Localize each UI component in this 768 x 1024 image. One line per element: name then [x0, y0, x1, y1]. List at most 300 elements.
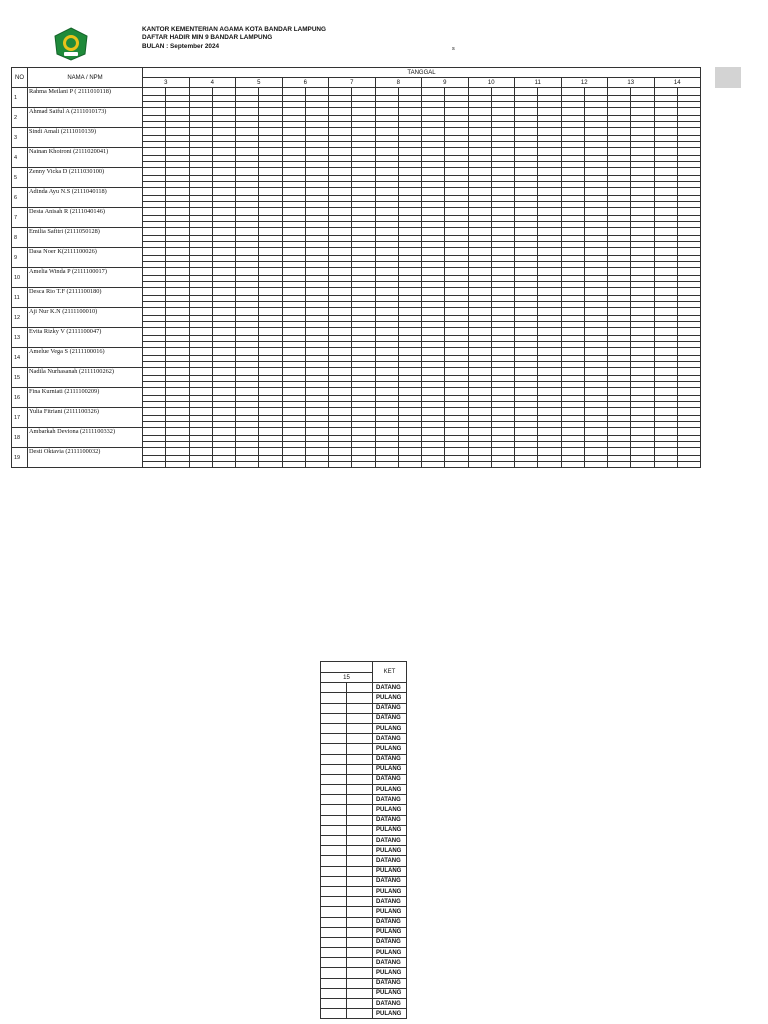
attendance-cell[interactable] — [468, 462, 491, 468]
attendance-cell[interactable] — [515, 148, 538, 156]
attendance-cell[interactable] — [584, 288, 607, 296]
attendance-cell[interactable] — [677, 128, 700, 136]
attendance-cell[interactable] — [468, 88, 491, 96]
attendance-cell[interactable] — [468, 168, 491, 176]
ket-cell[interactable] — [321, 886, 347, 896]
attendance-cell[interactable] — [352, 108, 375, 116]
attendance-cell[interactable] — [352, 408, 375, 416]
attendance-cell[interactable] — [677, 268, 700, 276]
attendance-cell[interactable] — [212, 462, 235, 468]
attendance-cell[interactable] — [468, 108, 491, 116]
attendance-cell[interactable] — [422, 88, 445, 96]
attendance-cell[interactable] — [189, 148, 212, 156]
attendance-cell[interactable] — [468, 208, 491, 216]
attendance-cell[interactable] — [166, 462, 189, 468]
attendance-cell[interactable] — [282, 462, 305, 468]
attendance-cell[interactable] — [329, 268, 352, 276]
attendance-cell[interactable] — [259, 268, 282, 276]
attendance-cell[interactable] — [329, 308, 352, 316]
attendance-cell[interactable] — [491, 188, 514, 196]
ket-cell[interactable] — [347, 723, 373, 733]
attendance-cell[interactable] — [561, 428, 584, 436]
attendance-cell[interactable] — [515, 348, 538, 356]
attendance-cell[interactable] — [631, 168, 654, 176]
attendance-cell[interactable] — [305, 88, 328, 96]
attendance-cell[interactable] — [491, 88, 514, 96]
attendance-cell[interactable] — [236, 108, 259, 116]
attendance-cell[interactable] — [445, 108, 468, 116]
attendance-cell[interactable] — [654, 368, 677, 376]
attendance-cell[interactable] — [189, 108, 212, 116]
attendance-cell[interactable] — [189, 448, 212, 456]
attendance-cell[interactable] — [445, 148, 468, 156]
attendance-cell[interactable] — [143, 148, 166, 156]
attendance-cell[interactable] — [515, 328, 538, 336]
attendance-cell[interactable] — [166, 188, 189, 196]
attendance-cell[interactable] — [375, 348, 398, 356]
attendance-cell[interactable] — [654, 448, 677, 456]
ket-cell[interactable] — [321, 723, 347, 733]
attendance-cell[interactable] — [631, 328, 654, 336]
attendance-cell[interactable] — [305, 188, 328, 196]
attendance-cell[interactable] — [375, 108, 398, 116]
attendance-cell[interactable] — [189, 168, 212, 176]
ket-cell[interactable] — [321, 907, 347, 917]
attendance-cell[interactable] — [305, 248, 328, 256]
attendance-cell[interactable] — [398, 208, 421, 216]
ket-cell[interactable] — [321, 744, 347, 754]
attendance-cell[interactable] — [259, 248, 282, 256]
attendance-cell[interactable] — [305, 388, 328, 396]
attendance-cell[interactable] — [282, 428, 305, 436]
attendance-cell[interactable] — [445, 228, 468, 236]
ket-cell[interactable] — [347, 785, 373, 795]
ket-cell[interactable] — [347, 764, 373, 774]
attendance-cell[interactable] — [212, 388, 235, 396]
attendance-cell[interactable] — [329, 148, 352, 156]
attendance-cell[interactable] — [329, 108, 352, 116]
ket-cell[interactable] — [321, 764, 347, 774]
attendance-cell[interactable] — [608, 168, 631, 176]
ket-cell[interactable] — [347, 815, 373, 825]
attendance-cell[interactable] — [677, 188, 700, 196]
attendance-cell[interactable] — [398, 108, 421, 116]
ket-cell[interactable] — [347, 734, 373, 744]
attendance-cell[interactable] — [608, 348, 631, 356]
attendance-cell[interactable] — [468, 188, 491, 196]
ket-cell[interactable] — [347, 683, 373, 693]
attendance-cell[interactable] — [631, 388, 654, 396]
attendance-cell[interactable] — [515, 408, 538, 416]
attendance-cell[interactable] — [561, 128, 584, 136]
attendance-cell[interactable] — [329, 88, 352, 96]
attendance-cell[interactable] — [561, 148, 584, 156]
attendance-cell[interactable] — [445, 88, 468, 96]
attendance-cell[interactable] — [259, 188, 282, 196]
attendance-cell[interactable] — [282, 228, 305, 236]
attendance-cell[interactable] — [445, 388, 468, 396]
attendance-cell[interactable] — [189, 388, 212, 396]
attendance-cell[interactable] — [608, 388, 631, 396]
attendance-cell[interactable] — [608, 462, 631, 468]
attendance-cell[interactable] — [352, 348, 375, 356]
attendance-cell[interactable] — [166, 128, 189, 136]
attendance-cell[interactable] — [584, 462, 607, 468]
attendance-cell[interactable] — [259, 408, 282, 416]
attendance-cell[interactable] — [189, 188, 212, 196]
attendance-cell[interactable] — [259, 348, 282, 356]
attendance-cell[interactable] — [515, 88, 538, 96]
attendance-cell[interactable] — [584, 348, 607, 356]
attendance-cell[interactable] — [561, 328, 584, 336]
ket-cell[interactable] — [321, 795, 347, 805]
attendance-cell[interactable] — [166, 248, 189, 256]
attendance-cell[interactable] — [375, 228, 398, 236]
attendance-cell[interactable] — [491, 348, 514, 356]
attendance-cell[interactable] — [677, 208, 700, 216]
attendance-cell[interactable] — [166, 448, 189, 456]
attendance-cell[interactable] — [584, 308, 607, 316]
attendance-cell[interactable] — [143, 462, 166, 468]
attendance-cell[interactable] — [515, 128, 538, 136]
attendance-cell[interactable] — [236, 248, 259, 256]
attendance-cell[interactable] — [608, 148, 631, 156]
attendance-cell[interactable] — [608, 228, 631, 236]
attendance-cell[interactable] — [561, 388, 584, 396]
attendance-cell[interactable] — [305, 368, 328, 376]
attendance-cell[interactable] — [631, 368, 654, 376]
ket-cell[interactable] — [347, 805, 373, 815]
attendance-cell[interactable] — [212, 248, 235, 256]
attendance-cell[interactable] — [236, 208, 259, 216]
attendance-cell[interactable] — [212, 448, 235, 456]
attendance-cell[interactable] — [375, 448, 398, 456]
attendance-cell[interactable] — [143, 328, 166, 336]
attendance-cell[interactable] — [631, 448, 654, 456]
ket-cell[interactable] — [347, 1009, 373, 1019]
attendance-cell[interactable] — [538, 462, 561, 468]
attendance-cell[interactable] — [468, 228, 491, 236]
attendance-cell[interactable] — [631, 308, 654, 316]
attendance-cell[interactable] — [538, 388, 561, 396]
attendance-cell[interactable] — [375, 328, 398, 336]
attendance-cell[interactable] — [282, 388, 305, 396]
attendance-cell[interactable] — [654, 328, 677, 336]
attendance-cell[interactable] — [491, 388, 514, 396]
attendance-cell[interactable] — [143, 288, 166, 296]
attendance-cell[interactable] — [166, 408, 189, 416]
attendance-cell[interactable] — [631, 88, 654, 96]
attendance-cell[interactable] — [491, 228, 514, 236]
attendance-cell[interactable] — [468, 388, 491, 396]
ket-cell[interactable] — [321, 958, 347, 968]
attendance-cell[interactable] — [584, 148, 607, 156]
attendance-cell[interactable] — [538, 448, 561, 456]
attendance-cell[interactable] — [189, 368, 212, 376]
ket-cell[interactable] — [321, 897, 347, 907]
attendance-cell[interactable] — [654, 108, 677, 116]
attendance-cell[interactable] — [468, 428, 491, 436]
attendance-cell[interactable] — [608, 208, 631, 216]
attendance-cell[interactable] — [584, 388, 607, 396]
attendance-cell[interactable] — [445, 368, 468, 376]
attendance-cell[interactable] — [677, 308, 700, 316]
attendance-cell[interactable] — [422, 208, 445, 216]
attendance-cell[interactable] — [305, 328, 328, 336]
attendance-cell[interactable] — [166, 348, 189, 356]
ket-cell[interactable] — [347, 825, 373, 835]
attendance-cell[interactable] — [166, 368, 189, 376]
attendance-cell[interactable] — [677, 428, 700, 436]
attendance-cell[interactable] — [561, 308, 584, 316]
attendance-cell[interactable] — [282, 148, 305, 156]
attendance-cell[interactable] — [398, 148, 421, 156]
attendance-cell[interactable] — [608, 128, 631, 136]
attendance-cell[interactable] — [282, 108, 305, 116]
attendance-cell[interactable] — [398, 368, 421, 376]
attendance-cell[interactable] — [189, 428, 212, 436]
attendance-cell[interactable] — [584, 128, 607, 136]
attendance-cell[interactable] — [236, 348, 259, 356]
attendance-cell[interactable] — [515, 208, 538, 216]
attendance-cell[interactable] — [422, 448, 445, 456]
ket-cell[interactable] — [347, 999, 373, 1009]
attendance-cell[interactable] — [329, 462, 352, 468]
attendance-cell[interactable] — [212, 408, 235, 416]
attendance-cell[interactable] — [538, 288, 561, 296]
attendance-cell[interactable] — [422, 228, 445, 236]
attendance-cell[interactable] — [282, 328, 305, 336]
attendance-cell[interactable] — [212, 128, 235, 136]
attendance-cell[interactable] — [305, 128, 328, 136]
attendance-cell[interactable] — [561, 208, 584, 216]
ket-cell[interactable] — [321, 937, 347, 947]
attendance-cell[interactable] — [445, 248, 468, 256]
attendance-cell[interactable] — [189, 248, 212, 256]
attendance-cell[interactable] — [677, 148, 700, 156]
attendance-cell[interactable] — [468, 448, 491, 456]
attendance-cell[interactable] — [166, 108, 189, 116]
attendance-cell[interactable] — [398, 462, 421, 468]
attendance-cell[interactable] — [282, 188, 305, 196]
attendance-cell[interactable] — [236, 328, 259, 336]
attendance-cell[interactable] — [282, 368, 305, 376]
attendance-cell[interactable] — [282, 168, 305, 176]
attendance-cell[interactable] — [398, 308, 421, 316]
ket-cell[interactable] — [321, 754, 347, 764]
attendance-cell[interactable] — [143, 448, 166, 456]
attendance-cell[interactable] — [654, 288, 677, 296]
attendance-cell[interactable] — [491, 328, 514, 336]
attendance-cell[interactable] — [515, 268, 538, 276]
attendance-cell[interactable] — [166, 428, 189, 436]
attendance-cell[interactable] — [189, 308, 212, 316]
attendance-cell[interactable] — [561, 248, 584, 256]
attendance-cell[interactable] — [608, 308, 631, 316]
attendance-cell[interactable] — [259, 88, 282, 96]
attendance-cell[interactable] — [352, 368, 375, 376]
attendance-cell[interactable] — [259, 448, 282, 456]
attendance-cell[interactable] — [677, 288, 700, 296]
ket-cell[interactable] — [321, 876, 347, 886]
attendance-cell[interactable] — [143, 388, 166, 396]
attendance-cell[interactable] — [561, 88, 584, 96]
attendance-cell[interactable] — [584, 88, 607, 96]
ket-cell[interactable] — [321, 815, 347, 825]
attendance-cell[interactable] — [445, 428, 468, 436]
attendance-cell[interactable] — [212, 288, 235, 296]
attendance-cell[interactable] — [143, 128, 166, 136]
attendance-cell[interactable] — [422, 108, 445, 116]
attendance-cell[interactable] — [468, 308, 491, 316]
attendance-cell[interactable] — [561, 288, 584, 296]
attendance-cell[interactable] — [538, 168, 561, 176]
attendance-cell[interactable] — [677, 228, 700, 236]
attendance-cell[interactable] — [538, 328, 561, 336]
attendance-cell[interactable] — [608, 88, 631, 96]
attendance-cell[interactable] — [445, 128, 468, 136]
attendance-cell[interactable] — [654, 388, 677, 396]
attendance-cell[interactable] — [282, 128, 305, 136]
ket-cell[interactable] — [347, 713, 373, 723]
attendance-cell[interactable] — [329, 408, 352, 416]
attendance-cell[interactable] — [236, 188, 259, 196]
attendance-cell[interactable] — [631, 268, 654, 276]
ket-cell[interactable] — [321, 978, 347, 988]
attendance-cell[interactable] — [189, 408, 212, 416]
attendance-cell[interactable] — [631, 348, 654, 356]
attendance-cell[interactable] — [538, 348, 561, 356]
attendance-cell[interactable] — [584, 188, 607, 196]
attendance-cell[interactable] — [445, 308, 468, 316]
attendance-cell[interactable] — [538, 128, 561, 136]
attendance-cell[interactable] — [352, 188, 375, 196]
attendance-cell[interactable] — [375, 88, 398, 96]
attendance-cell[interactable] — [538, 108, 561, 116]
attendance-cell[interactable] — [631, 248, 654, 256]
attendance-cell[interactable] — [236, 308, 259, 316]
ket-cell[interactable] — [347, 856, 373, 866]
attendance-cell[interactable] — [189, 288, 212, 296]
attendance-cell[interactable] — [212, 268, 235, 276]
attendance-cell[interactable] — [166, 268, 189, 276]
attendance-cell[interactable] — [375, 462, 398, 468]
attendance-cell[interactable] — [329, 128, 352, 136]
attendance-cell[interactable] — [259, 428, 282, 436]
attendance-cell[interactable] — [398, 188, 421, 196]
attendance-cell[interactable] — [584, 268, 607, 276]
attendance-cell[interactable] — [375, 188, 398, 196]
attendance-cell[interactable] — [654, 268, 677, 276]
attendance-cell[interactable] — [491, 248, 514, 256]
attendance-cell[interactable] — [352, 208, 375, 216]
attendance-cell[interactable] — [584, 248, 607, 256]
ket-cell[interactable] — [321, 856, 347, 866]
ket-cell[interactable] — [321, 846, 347, 856]
attendance-cell[interactable] — [305, 228, 328, 236]
attendance-cell[interactable] — [236, 268, 259, 276]
attendance-cell[interactable] — [538, 368, 561, 376]
attendance-cell[interactable] — [422, 188, 445, 196]
attendance-cell[interactable] — [143, 308, 166, 316]
attendance-cell[interactable] — [143, 228, 166, 236]
attendance-cell[interactable] — [538, 228, 561, 236]
attendance-cell[interactable] — [329, 228, 352, 236]
attendance-cell[interactable] — [515, 448, 538, 456]
attendance-cell[interactable] — [189, 208, 212, 216]
attendance-cell[interactable] — [677, 88, 700, 96]
attendance-cell[interactable] — [352, 88, 375, 96]
attendance-cell[interactable] — [212, 188, 235, 196]
ket-cell[interactable] — [347, 744, 373, 754]
attendance-cell[interactable] — [608, 328, 631, 336]
ket-cell[interactable] — [347, 836, 373, 846]
ket-cell[interactable] — [347, 846, 373, 856]
attendance-cell[interactable] — [654, 348, 677, 356]
attendance-cell[interactable] — [584, 368, 607, 376]
attendance-cell[interactable] — [352, 128, 375, 136]
attendance-cell[interactable] — [259, 388, 282, 396]
ket-cell[interactable] — [347, 897, 373, 907]
attendance-cell[interactable] — [166, 228, 189, 236]
attendance-cell[interactable] — [445, 408, 468, 416]
attendance-cell[interactable] — [352, 462, 375, 468]
attendance-cell[interactable] — [561, 408, 584, 416]
attendance-cell[interactable] — [259, 308, 282, 316]
attendance-cell[interactable] — [259, 462, 282, 468]
ket-cell[interactable] — [321, 734, 347, 744]
attendance-cell[interactable] — [398, 348, 421, 356]
attendance-cell[interactable] — [282, 248, 305, 256]
attendance-cell[interactable] — [584, 108, 607, 116]
ket-cell[interactable] — [321, 917, 347, 927]
attendance-cell[interactable] — [375, 168, 398, 176]
attendance-cell[interactable] — [398, 428, 421, 436]
attendance-cell[interactable] — [468, 328, 491, 336]
attendance-cell[interactable] — [515, 108, 538, 116]
attendance-cell[interactable] — [608, 188, 631, 196]
attendance-cell[interactable] — [631, 288, 654, 296]
attendance-cell[interactable] — [445, 348, 468, 356]
attendance-cell[interactable] — [259, 108, 282, 116]
attendance-cell[interactable] — [375, 308, 398, 316]
attendance-cell[interactable] — [143, 88, 166, 96]
attendance-cell[interactable] — [259, 288, 282, 296]
attendance-cell[interactable] — [468, 408, 491, 416]
attendance-cell[interactable] — [212, 328, 235, 336]
attendance-cell[interactable] — [422, 368, 445, 376]
attendance-cell[interactable] — [329, 168, 352, 176]
ket-cell[interactable] — [347, 795, 373, 805]
attendance-cell[interactable] — [352, 228, 375, 236]
attendance-cell[interactable] — [329, 448, 352, 456]
attendance-cell[interactable] — [631, 188, 654, 196]
ket-cell[interactable] — [321, 713, 347, 723]
attendance-cell[interactable] — [166, 308, 189, 316]
attendance-cell[interactable] — [212, 368, 235, 376]
attendance-cell[interactable] — [608, 368, 631, 376]
attendance-cell[interactable] — [491, 408, 514, 416]
attendance-cell[interactable] — [677, 168, 700, 176]
attendance-cell[interactable] — [212, 108, 235, 116]
attendance-cell[interactable] — [305, 428, 328, 436]
ket-cell[interactable] — [321, 693, 347, 703]
attendance-cell[interactable] — [375, 288, 398, 296]
attendance-cell[interactable] — [143, 348, 166, 356]
attendance-cell[interactable] — [677, 108, 700, 116]
attendance-cell[interactable] — [538, 148, 561, 156]
attendance-cell[interactable] — [515, 368, 538, 376]
